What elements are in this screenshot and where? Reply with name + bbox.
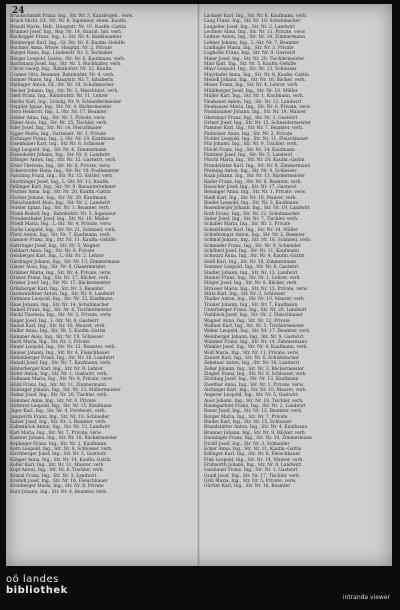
directory-entry: Mair Karl, Ing., Str. Nr. 5, Kaufm.-Gehilfe [204,62,297,68]
directory-entry: Hölzl Franz, Ing., Str. Nr. 11, Zimmermann [10,382,106,388]
directory-entry: Pöschl Maria, Ing., Str. Nr. 20, Kaufm.-Gattin [204,158,305,164]
left-column [10,14,190,495]
directory-entry: Angerer Leopold, Ing., Str. Nr. 5, Gastwirt [204,393,298,399]
directory-entry: Gaisbauer Franz, Ing., Str. Nr. 1, Gastwirt [204,468,298,474]
directory-entry: Scheiblhofer Karl, Ing., Str. Nr. 14, Müller [204,227,299,233]
directory-entry: Kaltenböck Anton, Ing., Str. Nr. 12, Landwirt [10,425,111,431]
directory-entry: Kern Leopold, Ing., Str. Nr. 9, Schlosser, verh. [10,446,113,452]
directory-entry: Lehner Johann, Ing., L.-Str. Nr. 7, Beamter [204,40,299,46]
directory-entry: Ecker Anna, Ing., Str. Nr. 11, Kaufm.-Gattin [204,446,302,452]
directory-entry: Gutmann Leopold, Ing., Str. Nr. 22, Kaufmann [10,297,113,303]
scanned-page [6,4,392,566]
directory-entry: Brunner Johann, Ing., Str. Nr. 9, Bäcker, verh. [204,430,307,436]
directory-entry: Brandl Maria, Hsfr., Hauptstr. Nr. 10, Kaufm.-Gattin [10,24,127,30]
directory-entry: Glaser Alois, Ing., Str. Nr. 8, Glasermeister [10,265,106,271]
directory-entry: Wimmer Franz, Ing., Str. Nr. 14, Zimmermann [204,339,308,345]
directory-entry: Dorfer Karl, Ing., Schulg. Nr. 9, Schneidermeister [10,99,122,105]
directory-entry: Pichler Leopold, Ing., Str. Nr. 11, Fleischhauer [204,136,309,142]
directory-entry: Hofmann Maria, Ing., Str. Nr. 8, Private, verw. [10,377,114,383]
directory-entry: Lughofer Franz, Ing., Str. Nr. 9, Gastwirt [204,51,296,57]
directory-entry: Unterberger Franz, Ing., Str. Nr. 20, Landwirt [204,307,307,313]
directory-entry: Bachmann Josef, Ing., Str. Nr. 5, Buchhalter, verh. [10,62,122,68]
directory-entry: Gürtler Karl, Ing., Str. Nr. 10, Beamter [204,484,291,490]
directory-entry: Buchegger Franz, Ing., L.-Str. Nr. 4, Bankbeamter [10,35,122,41]
directory-entry: Mayrhofer Anna, Ing., Str. Nr. 8, Kaufm.-Gattin [204,72,309,78]
directory-entry: Sailer Josef, Ing., Str. Nr. 7, Tischler, verh. [204,217,299,223]
directory-entry: Ernst Theresia, Ing., Str. Nr. 6, Private, verw. [10,163,111,169]
directory-entry: Egger Maria, Ing., Gartenstr. Nr. 3, Private [10,131,107,137]
directory-entry: Gschwandtner Anton, Ing., Str. Nr. 9, Landwirt [10,291,115,297]
viewer-provider-label[interactable]: intranda viewer [342,594,390,601]
directory-entry: Jungwirth Franz, Ing., Str. Nr. 10, Schneider [10,414,110,420]
directory-entry: Müller Karl, Ing., Str. Nr. 1, Kaufmann, verh. [204,94,304,100]
right-column [204,14,384,490]
directory-entry: Sommer Leopold, Ing., Str. Nr. 6, Gastwirt [204,265,299,271]
directory-entry: Leitner Anton, Ing., Str. Nr. 14, Zimmermann [204,35,305,41]
directory-entry: Pilz Johann, Ing., Str. Nr. 9, Tischler, verh. [204,142,299,148]
directory-entry: Mühlberger Josef, Ing., Str. Nr. 10, Müller [204,88,298,94]
directory-entry: Holzinger Johann, Ing., Str. Nr. 13, Müllermeister [10,388,121,394]
directory-entry: Hofer Anton, Ing., Str. Nr. 1, Gastwirt, verh. [10,372,109,378]
logo-line-1: oö landes [6,574,59,585]
directory-entry: Wagner Anna, Ing., Str. Nr. 12, Private [204,318,290,324]
directory-entry: Hutterer Leopold, Ing., Str. Nr. 15, Kaufmann [10,404,112,410]
directory-entry: Kastner Johann, Ing., Str. Nr. 18, Bäckermeister [10,436,118,442]
directory-entry: Obermayr Franz, Ing., Str. Nr. 3, Gastwirt [204,115,298,121]
directory-entry: Lechner Anna, Ing., Str. Nr. 11, Private, verw. [204,30,306,36]
directory-entry: Freudenthaler Josef, Ing., Str. Nr. 16, Müller [10,217,110,223]
directory-entry: Gassner Franz, Ing., Str. Nr. 11, Kaufm.-Gehilfe [10,238,116,244]
directory-entry: Grill Maria, Ing., Str. Nr. 5, Private, verw. [204,478,297,484]
directory-entry: Frank Rudolf, Ing., Bahnhofstr. Nr. 3, Ingenieur [10,211,117,217]
directory-entry: Moser Franz, Ing., Str. Nr. 4, Lehrer, verh. [204,83,299,89]
directory-entry: Gruber Franz, Ing., Str. Nr. 17, Bäcker, verh. [10,275,110,281]
directory-entry: Traxler Johann, Ing., Str. Nr. 7, Kaufmann [204,302,298,308]
directory-entry: Meindl Johann, Ing., Str. Nr. 16, Bäcker, verh. [204,78,306,84]
directory-entry: Danninger Franz, Ing., Str. Nr. 19, Zimmermann [204,436,312,442]
directory-entry: Keplinger Franz, Ing., Str. Nr. 2, Kaufmann [10,441,107,447]
directory-entry: Hartl Maria, Ing., Str. Nr. 3, Private [10,339,90,345]
directory-entry: Fellinger Karl, Ing., Str. Nr. 9, Bauunternehmer [10,185,117,190]
page-number: 24 [12,6,25,16]
directory-entry: Neubauer Anton, Ing., Str. Nr. 12, Landwirt [204,99,302,105]
directory-entry: Auer Johann, Ing., Str. Nr. 18, Tischler, verh. [204,398,304,404]
directory-entry: Riedl Karl, Ing., Str. Nr. 10, Maurer, verh. [204,195,297,201]
directory-entry: Frühwirth Johann, Ing., Str. Nr. 8, Landwirt [204,462,302,468]
directory-entry: Heindl Josef, Ing., Str. Nr. 7, Kaufmann, verh. [10,361,112,367]
directory-entry: Zauner Karl, Ing., Str. Nr. 6, Schuhmacher [204,356,299,361]
directory-entry: Bruck Michl, Gf., Str. Nr. 8, Ingenieur, ehem. Kaufm. [10,19,128,25]
directory-entry: Bumberger Karl, Ing., Gr. Str. Nr. 6, Kaufm.-Gehilfe [10,40,125,46]
directory-entry: Doppler Ignaz, Ing., Str. Nr. 4, Bäckermeister [10,104,112,110]
directory-entry: Preining Anton, Ing., Str. Nr. 4, Schlosser [204,168,297,174]
directory-entry: Kopf Anton, Ing., Str. Nr. 6, Tischler, verh. [10,468,104,474]
directory-entry: Forster Ignaz, Ing., Str. Nr. 1, Beamter, verh. [10,206,111,212]
directory-entry: Hehenberger Franz, Ing., Str. Nr. 16, Landwirt [10,356,115,361]
directory-entry: Roth Franz, Ing., Str. Nr. 12, Schuhmacher [204,211,300,217]
directory-entry: Cramer Otto, Beamter, Bahnhofstr. Nr. 4, verh. [10,72,115,78]
directory-entry: Gruber Josef, Ing., Str. Nr. 17, Bäckermeister [10,281,111,287]
directory-entry: Gradl Josef, Ing., Str. Nr. 17, Tischler, verh. [204,473,301,479]
directory-entry: Eder Josef, Ing., Str. Nr. 14, Fleischhauer [10,126,102,132]
directory-entry: Eisenhuber Karl, Ing., Str. Nr. 8, Schlosser [10,142,106,148]
directory-entry: Pammer Karl, Ing., Str. Nr. 7, Beamter, verh. [204,126,304,132]
directory-entry: Christ Georg, Ing., Bahnhofstr. Nr. 22, Kaufm. [10,67,113,73]
directory-entry: Dietl Franz, Ing., Bahnhofstr. Nr. 11, Lehrer [10,94,109,100]
directory-entry: Reisinger Anna, Ing., Str. Nr. 1, Private, verw. [204,190,307,196]
directory-entry: Weinberger Johann, Ing., Str. Nr. 9, Gastwirt [204,334,304,340]
directory-entry: Schneider Franz, Ing., Str. Nr. 9, Schneider [204,243,301,249]
directory-entry: Grabner Maria, Ing., Str. Nr. 4, Private, verw. [10,270,112,276]
directory-entry: Kreindl Josef, Ing., Str. Nr. 16, Fleischhauer [10,478,108,484]
directory-entry: Viehböck Josef, Ing., Str. Nr. 2, Fleischhauer [204,313,303,319]
directory-entry: Thaller Anton, Ing., Str. Nr. 10, Maurer, verh. [204,297,306,303]
directory-entry: Pointner Josef, Ing., Str. Nr. 5, Landwirt [204,152,293,158]
directory-entry: Steiner Franz, Ing., Str. Nr. 1, Lehrer, verh. [204,275,301,281]
directory-entry: Raab Johann, Ing., Str. Nr. 13, Bäckermeister [204,174,306,180]
directory-entry: Mayr Leopold, Ing., Str. Nr. 13, Schlosser [204,67,297,73]
directory-entry: Stütz Karl, Ing., Str. Nr. 3, Schlosser [204,291,286,297]
directory-entry: Ebner Alois, Ing., Str. Nr. 25, Tischler, verh. [10,120,108,126]
directory-entry: Zwettler Anna, Ing., Str. Nr. 1, Private, verw. [204,382,304,388]
directory-entry: Hackl Theresia, Ing., Str. Nr. 2, Private, verw. [10,313,112,319]
directory-entry: Schwarz Anna, Ing., Str. Nr. 4, Kaufm.-Gattin [204,254,305,260]
directory-entry: Grünberger Karl, Ing., Str. Nr. 3, Beamter [10,286,104,292]
directory-entry: Plöchl Franz, Ing., Str. Nr. 14, Kaufmann [204,147,295,153]
directory-entry: Haberl Franz, Ing., Str. Nr. 6, Tischlermeister [10,307,112,313]
directory-entry: Ortner Josef, Ing., Str. Nr. 15, Schneidermeister [204,120,311,126]
directory-entry: Gebhart Anna, Ing., Str. Nr. 6, Private [10,249,95,255]
directory-entry: Klinger Anna, Ing., Str. Nr. 14, Kaufm.-Gattin [10,457,111,463]
directory-entry: Neuhauser Maria, Ing., Str. Nr. 6, Private, verw. [204,104,312,110]
directory-entry: Dobler Anna, Ing., Str. Nr. 3, Private, verw. [10,115,106,121]
directory-entry: Dichtl Josef, Ing., Str. Nr. 3, Schneider [204,441,290,447]
directory-entry: Wallner Karl, Ing., Str. Nr. 5, Tischlermeister [204,323,305,329]
directory-entry: Enzenhofer Johann, Ing., Str. Nr. 8, Landwirt [10,152,111,158]
library-logo[interactable] [6,575,68,596]
directory-entry: Fuchs Leopold, Ing., Str. Nr. 21, Schmied, verh. [10,227,117,233]
directory-entry: Bruckschmidt Franz, Ing., Str. Nr. 3, Kanzleigeh., verw. [10,14,134,19]
directory-entry: Bürger Leopold, Gastw., Str. Nr. 6, Kaufmann, verh. [10,56,126,62]
directory-entry: Gierlinger Johann, Ing., Str. Nr. 13, Zimmermann [10,259,120,265]
directory-entry: Lackner Karl, Ing., Str. Nr. 6, Kaufmann, verh. [204,14,308,19]
directory-entry: Rosenberger Johann, Ing., Str. Nr. 19, Landwirt [204,206,310,212]
directory-entry: Feichtinger Josef, Ing., L.-Str. Nr. 12, Kaufm. [10,179,110,185]
directory-entry: Binder Karl, Ing., Str. Nr. 15, Schlosser [204,420,292,426]
directory-entry: Panholzer Anna, Ing., Str. Nr. 2, Private [204,131,293,137]
directory-entry: Geisberger Karl, Ing., L.-Str. Nr. 2, Lehrer [10,254,104,260]
directory-entry: Hammer Alois, Ing., Str. Nr. 19, Schlosser [10,334,104,340]
directory-entry: Fleischanderl Alois, Ing., Str. Nr. 2, Landwirt [10,201,111,207]
directory-entry: Dallinger Anton, Gf., Str. Nr. 18, Schuhmacher [10,83,114,89]
directory-entry: Aichinger Karl, Ing., Str. Nr. 10, Maurer, verh. [204,388,308,394]
directory-entry: Rader Franz, Ing., Str. Nr. 6, Beamter, verh. [204,179,302,185]
directory-entry: Schöberl Josef, Ing., Str. Nr. 11, Kaufmann [204,249,299,255]
directory-entry: Schiefermayr Anton, Ing., Str. Nr. 2, Beamter [204,233,306,239]
page-gutter [197,4,200,566]
directory-entry: Hager Josef, Ing., L.-Str. Nr. 8, Gastwirt [10,318,99,324]
logo-line-2: bibliothek [6,585,68,596]
directory-entry: Brunner Josef, Ing., Rsp. Nr. 14, Baurat, Ind. verh. [10,30,123,36]
directory-entry: Friedl Maria, Ing., L.-Str. Nr. 4, Private, verw. [10,222,112,228]
directory-entry: Prandstätter Karl, Ing., Str. Nr. 8, Zimmermann [204,163,311,169]
directory-entry: Stöger Josef, Ing., Str. Nr. 8, Bäcker, verh. [204,281,298,287]
directory-entry: Brandstätter Anton, Ing., Str. Nr. 4, Kaufmann [204,425,308,431]
directory-entry: Erlinger Anton, Ing., Str. Nr. 12, Gastwirt, verh. [10,158,117,164]
directory-entry: Lindinger Maria, Ing., Str. Nr. 3, Private [204,46,294,52]
directory-entry: Dorn Heinrich, Ing., L.-Str. Nr. 17, Beamter [10,110,107,116]
directory-entry: Fürst Anton, Ing., Str. Nr. 7, Kaufmann, verh. [10,233,111,239]
directory-entry: Hinterberger Karl, Ing., Str. Nr. 9, Lehrer [10,366,103,372]
directory-entry: Ziegler Franz, Ing., Str. Nr. 8, Schlosser, verh. [204,372,307,378]
directory-entry: Zöchling Josef, Ing., Str. Nr. 13, Kaufmann [204,377,299,383]
directory-entry: Eckerstorfer Hans, Ing., Str. Nr. 10, Postbeamter [10,168,120,174]
directory-entry: Burger Hans, Ing., Lindenstr. Nr. 3, Techniker [10,51,113,57]
directory-entry: Jäger Karl, Ing., Str. Nr. 4, Forstwart, verh. [10,409,107,415]
directory-entry: Koller Karl, Ing., Str. Nr. 11, Maurer, verh. [10,462,105,468]
directory-entry: Engl Leopold, Ing., Str. Nr. 4, Zimmermann [10,147,107,153]
directory-entry: Nussbaumer Johann, Ing., Str. Nr. 18, Maurer [204,110,307,116]
directory-entry: Maier Josef, Ing., Str. Nr. 20, Tischlermeister [204,56,305,62]
directory-entry: Haller Anna, Ing., Str. Nr. 5, Kaufm.-Gattin [10,329,106,335]
directory-entry: Hauser Johann, Ing., Str. Nr. 4, Fleischhauer [10,350,110,356]
directory-entry: Langeder Josef, Ing., Str. Nr. 2, Landwirt [204,24,295,30]
directory-entry: Fink Leopold, Ing., Str. Nr. 14, Maurer, verh. [204,457,304,463]
directory-entry: Berger Maria, Ing., Str. Nr. 7, Private [204,414,288,420]
directory-entry: Kranzl Franz, Ing., Str. Nr. 3, Landwirt [10,473,97,479]
directory-entry: Baumgartner Franz, Ing., Str. Nr. 2, Landwirt [204,404,306,410]
directory-entry: Winkler Josef, Ing., Str. Nr. 4, Kaufmann, verh. [204,345,308,351]
directory-entry: Schmid Johann, Ing., Str. Nr. 16, Schmied, verh. [204,238,312,244]
directory-entry: Weber Leopold, Ing., Str. Nr. 17, Beamter, verh. [204,329,311,335]
directory-entry: Zehetner Anton, Ing., Str. Nr. 16, Landwirt [204,361,300,367]
directory-entry: Eichinger Franz, Ing., L.-Str. Nr. 19, Kaufmann [10,136,115,142]
directory-entry: Fasching Franz, Ing., Str. Nr. 15, Sattler, verh. [10,174,114,180]
directory-entry: Gattringer Josef, Ing., Str. Nr. 5, Wagner [10,243,101,249]
directory-entry: Lang Franz, Ing., Str. Nr. 19, Schuhmacher [204,19,301,25]
directory-entry: Kaiser Josef, Ing., Str. Nr. 3, Beamter, verh. [10,420,107,426]
directory-entry: Danner Marie, Ing., Hauptstr. Nr. 7, Inhaberin [10,78,114,84]
directory-entry: Decker Johann, Ing., Str. Nr. 2, Maschinist, verh. [10,88,119,94]
directory-entry: Rieder Leopold, Ing., Str. Nr. 3, Kaufmann [204,201,299,207]
directory-entry: Schaller Maria, Ing., Str. Nr. 5, Private [204,222,291,228]
directory-entry: Kurz Johann, Ing., Str. Nr. 4, Beamter, verh. [10,489,108,495]
directory-entry: Rauscher Josef, Ing., Str. Nr. 17, Gastwirt [204,185,297,190]
directory-entry: Fischer Anna, Ing., Str. Nr. 20, Kaufm.-Gattin [10,190,111,196]
directory-entry: Stadler Johann, Ing., Str. Nr. 13, Landwirt [204,270,298,276]
directory-entry: Fischer Johann, Ing., Str. Nr. 20, Kaufmann [10,195,107,201]
directory-entry: Karl Maria, Ing., Str. Nr. 7, Private, verw. [10,430,102,436]
directory-entry: Wolf Maria, Ing., Str. Nr. 11, Private, verw. [204,350,300,356]
directory-entry: Kirchberger Josef, Ing., Str. Nr. 5, Gastwirt [10,452,106,458]
directory-entry: Strasser Maria, Ing., Str. Nr. 15, Private, verw. [204,286,308,292]
directory-entry: Huber Josef, Ing., Str. Nr. 20, Tischler, verh. [10,393,109,399]
directory-entry: Edlinger Karl, Ing., Str. Nr. 6, Fleischhauer [204,452,301,458]
directory-entry: Hauer Leopold, Ing., Str. Nr. 12, Beamter, verh. [10,345,117,351]
directory-entry: Kronberger Maria, Ing., Str. Nr. 8, Private [10,484,104,490]
directory-entry: Hummer Anna, Ing., Str. Nr. 6, Private [10,398,96,404]
directory-entry: Zeller Johann, Ing., Str. Nr. 3, Bäckermeister [204,366,304,372]
directory-entry: Haas Johann, Ing., Str. Nr. 14, Schuhmacher [10,302,110,308]
directory-entry: Buchner Anna, Witwe, Hauptpl. Nr. 2, Private [10,46,112,52]
directory-entry: Hainzl Karl, Ing., Str. Nr. 10, Maurer, verh. [10,323,106,329]
directory-entry: Seidl Karl, Ing., Str. Nr. 18, Zimmermann [204,259,297,265]
directory-entry: Bauer Josef, Ing., Str. Nr. 12, Beamter, verh. [204,409,303,415]
